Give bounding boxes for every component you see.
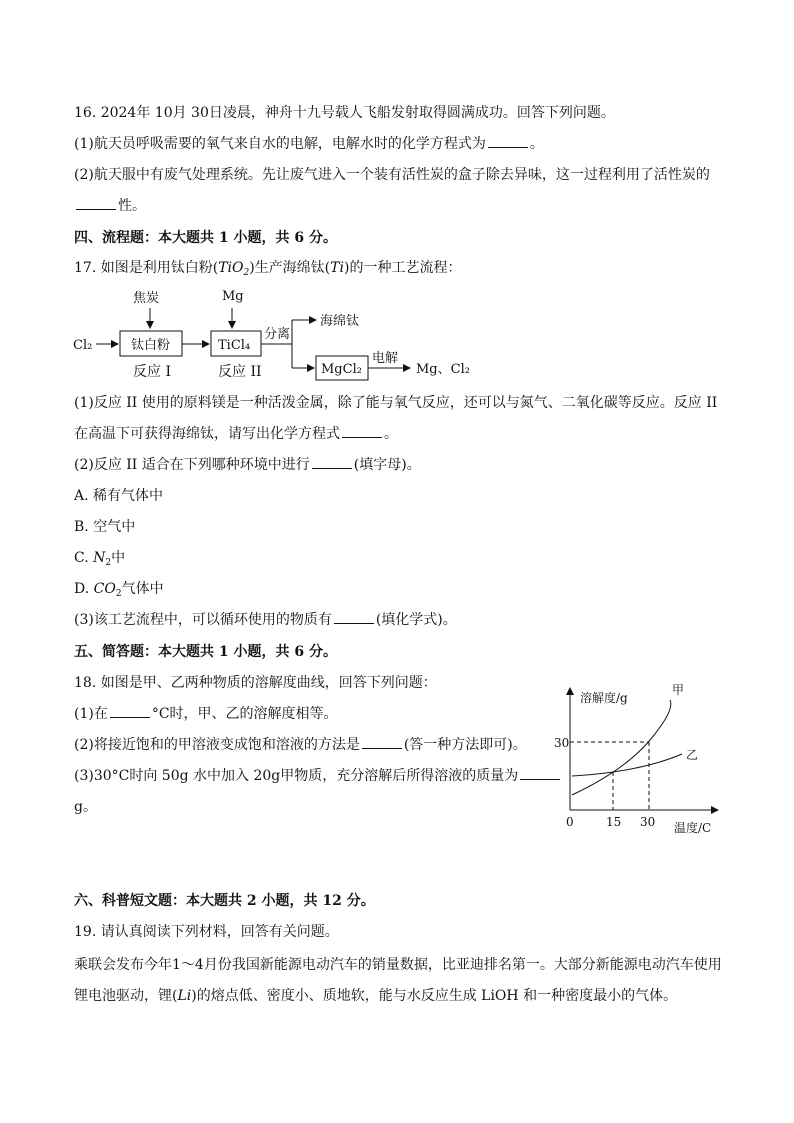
x-tick-15: 15 xyxy=(606,815,622,829)
q18-part3: (3)30°C时向 50g 水中加入 20g甲物质，充分溶解后所得溶液的质量为 xyxy=(74,766,562,786)
q18-part3-unit: g。 xyxy=(74,799,97,815)
answer-blank[interactable] xyxy=(334,611,374,624)
q16-part2-cont: 性。 xyxy=(74,196,146,216)
answer-blank[interactable] xyxy=(488,135,528,148)
electrolysis-label: 电解 xyxy=(372,351,399,366)
q16-part2: (2)航天服中有废气处理系统。先让废气进入一个装有活性炭的盒子除去异味，这一过程利用了活性炭的 xyxy=(74,167,710,183)
section-heading-4: 四、流程题：本大题共 1 小题，共 6 分。 xyxy=(74,230,337,246)
answer-blank[interactable] xyxy=(342,425,382,438)
x-axis-label: 温度/C xyxy=(674,821,712,835)
answer-blank[interactable] xyxy=(76,197,116,210)
reaction-2-label: 反应 II xyxy=(218,364,262,380)
y-tick-30: 30 xyxy=(554,736,570,750)
option-a: A. 稀有气体中 xyxy=(74,488,164,504)
sponge-ti-label: 海绵钛 xyxy=(320,314,360,329)
q17-part1-cont: 在高温下可获得海绵钛，请写出化学方程式 。 xyxy=(74,426,398,442)
q17-part3: (3)该工艺流程中，可以循环使用的物质有 (填化学式)。 xyxy=(74,612,457,628)
q18-stem: 18. 如图是甲、乙两种物质的溶解度曲线，回答下列问题： xyxy=(74,675,437,691)
reaction-1-label: 反应 I xyxy=(133,364,171,380)
section-heading-6: 六、科普短文题：本大题共 2 小题，共 12 分。 xyxy=(74,893,375,909)
box-ticl4-label: TiCl₄ xyxy=(218,338,251,353)
answer-blank[interactable] xyxy=(110,705,150,718)
mg-input-label: Mg xyxy=(222,289,244,304)
option-c: C. $N_2$中 xyxy=(74,550,126,568)
curve-yi xyxy=(572,754,682,776)
y-axis-label: 溶解度/g xyxy=(580,691,628,705)
curve-jia xyxy=(572,700,671,795)
q18-part1: (1)在 °C时，甲、乙的溶解度相等。 xyxy=(74,706,338,722)
q19-stem: 19. 请认真阅读下列材料，回答有关问题。 xyxy=(74,924,339,940)
q16-stem: 16. 2024年 10月 30日凌晨，神舟十九号载人飞船发射取得圆满成功。回答下列问题。 xyxy=(74,105,615,121)
solubility-curve-graph xyxy=(550,680,730,840)
q16-part1: (1)航天员呼吸需要的氧气来自水的电解，电解水时的化学方程式为 。 xyxy=(74,136,544,152)
box-mgcl2-label: MgCl₂ xyxy=(321,362,362,377)
q18-part2: (2)将接近饱和的甲溶液变成饱和溶液的方法是 (答一种方法即可)。 xyxy=(74,737,527,753)
option-b: B. 空气中 xyxy=(74,519,136,535)
q17-part1: (1)反应 II 使用的原料镁是一种活泼金属，除了能与氧气反应，还可以与氮气、二氧化碳等反应。反应 II xyxy=(74,395,718,411)
box-tio2-label: 钛白粉 xyxy=(131,338,171,353)
q19-paragraph-line2: 锂电池驱动，锂(Li)的熔点低、密度小、质地软，能与水反应生成 LiOH 和一种密度最小的气体。 xyxy=(74,988,678,1004)
q19-paragraph-line1: 乘联会发布今年1～4月份我国新能源电动汽车的销量数据，比亚迪排名第一。大部分新能源电动汽车使用 xyxy=(74,957,722,973)
curve-jia-label: 甲 xyxy=(672,683,685,697)
cl2-input-label: Cl₂ xyxy=(73,338,93,353)
section-heading-5: 五、简答题：本大题共 1 小题，共 6 分。 xyxy=(74,644,337,660)
x-tick-30: 30 xyxy=(640,815,656,829)
curve-yi-label: 乙 xyxy=(686,748,699,762)
answer-blank[interactable] xyxy=(362,736,402,749)
answer-blank[interactable] xyxy=(312,456,352,469)
q17-part2: (2)反应 II 适合在下列哪种环境中进行 (填字母)。 xyxy=(74,457,421,473)
separation-label: 分离 xyxy=(264,327,291,342)
x-tick-0: 0 xyxy=(566,815,574,829)
q17-stem: 17. 如图是利用钛白粉(TiO$_2$)生产海绵钛(Ti)的一种工艺流程： xyxy=(74,260,462,278)
coke-label: 焦炭 xyxy=(133,291,160,306)
products-label: Mg、Cl₂ xyxy=(416,362,470,377)
option-d: D. $CO_2$气体中 xyxy=(74,581,164,599)
